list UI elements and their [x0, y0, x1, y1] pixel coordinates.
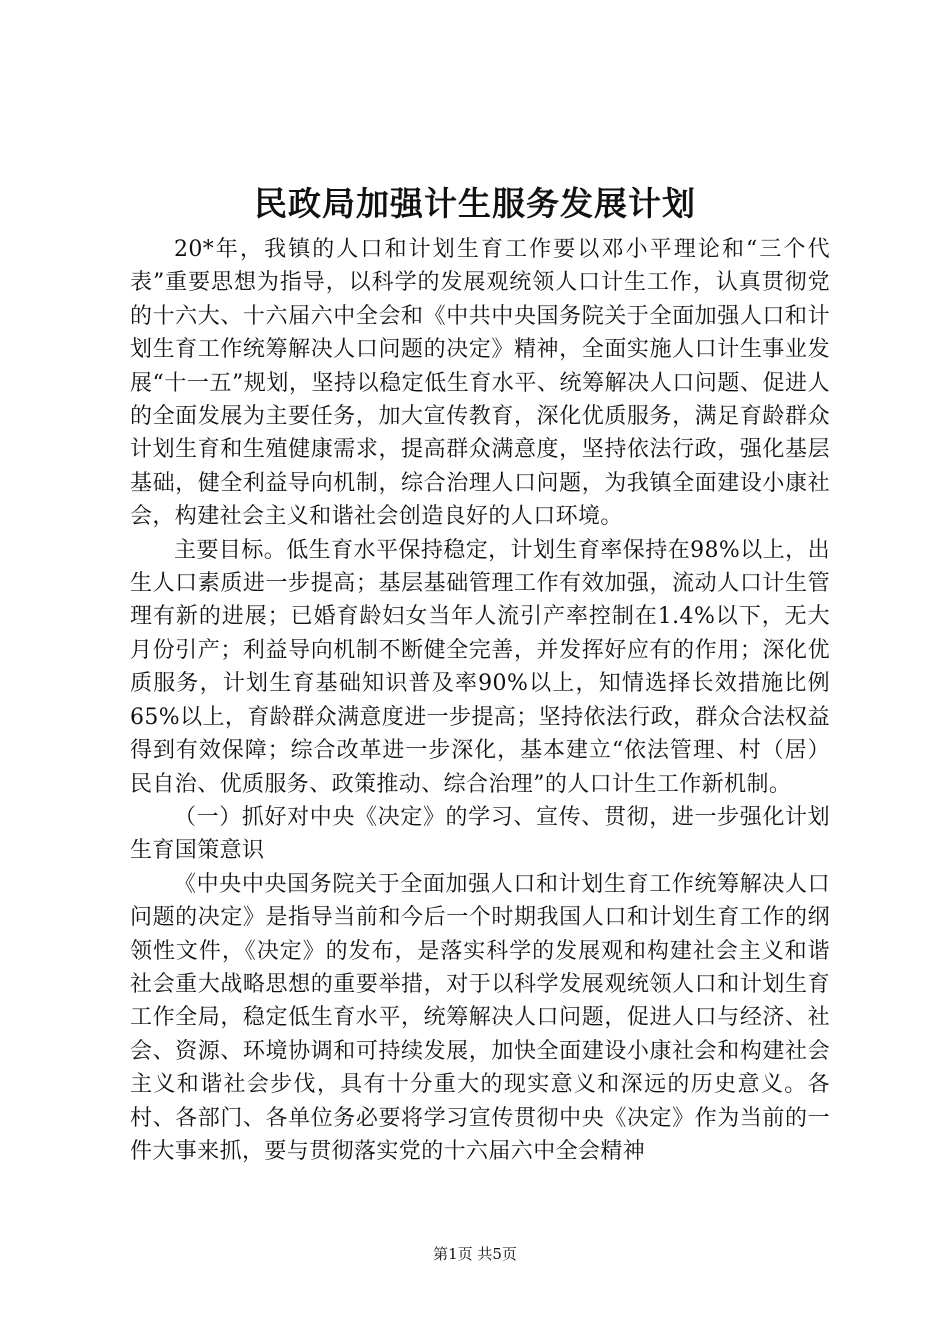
- document-title: 民政局加强计生服务发展计划: [254, 184, 696, 223]
- paragraph-decision: 《中央中央国务院关于全面加强人口和计划生育工作统筹解决人口问题的决定》是指导当前和今后一个时期我国人口和计划生育工作的纲领性文件，《决定》的发布，是落实科学的发展观和构建社会主义和谐社会重大战略思想的重要举措，对于以科学发展观统领人口和计划生育工作全局，稳定低生育水平，统筹解决人口问题，促进人口与经济、社会、资源、环境协调和可持续发展，加快全面建设小康社会和构建社会主义和谐社会步伐，具有十分重大的现实意义和深远的历史意义。各村、各部门、各单位务必要将学习宣传贯彻中央《决定》作为当前的一件大事来抓，要与贯彻落实党的十六届六中全会精神: [130, 871, 830, 1164]
- section-heading-1: （一）抓好对中央《决定》的学习、宣传、贯彻，进一步强化计划生育国策意识: [130, 804, 830, 864]
- paragraph-main-goals: 主要目标。低生育水平保持稳定，计划生育率保持在98%以上，出生人口素质进一步提高；基层基础管理工作有效加强，流动人口计生管理有新的进展；已婚育龄妇女当年人流引产率控制在1.4%以下，无大月份引产；利益导向机制不断健全完善，并发挥好应有的作用；深化优质服务，计划生育基础知识普及率90%以上，知情选择长效措施比例65%以上，育龄群众满意度进一步提高；坚持依法行政，群众合法权益得到有效保障；综合改革进一步深化，基本建立“依法管理、村（居）民自治、优质服务、政策推动、综合治理”的人口计生工作新机制。: [130, 537, 830, 797]
- document-body: [130, 233, 830, 1168]
- page-number-footer: 第1页 共5页: [433, 1245, 517, 1263]
- paragraph-intro: 20*年，我镇的人口和计划生育工作要以邓小平理论和“三个代表”重要思想为指导，以科学的发展观统领人口计生工作，认真贯彻党的十六大、十六届六中全会和《中共中央国务院关于全面加强人口和计划生育工作统筹解决人口问题的决定》精神，全面实施人口计生事业发展“十一五”规划，坚持以稳定低生育水平、统筹解决人口问题、促进人的全面发展为主要任务，加大宣传教育，深化优质服务，满足育龄群众计划生育和生殖健康需求，提高群众满意度，坚持依法行政，强化基层基础，健全利益导向机制，综合治理人口问题，为我镇全面建设小康社会，构建社会主义和谐社会创造良好的人口环境。: [130, 237, 830, 530]
